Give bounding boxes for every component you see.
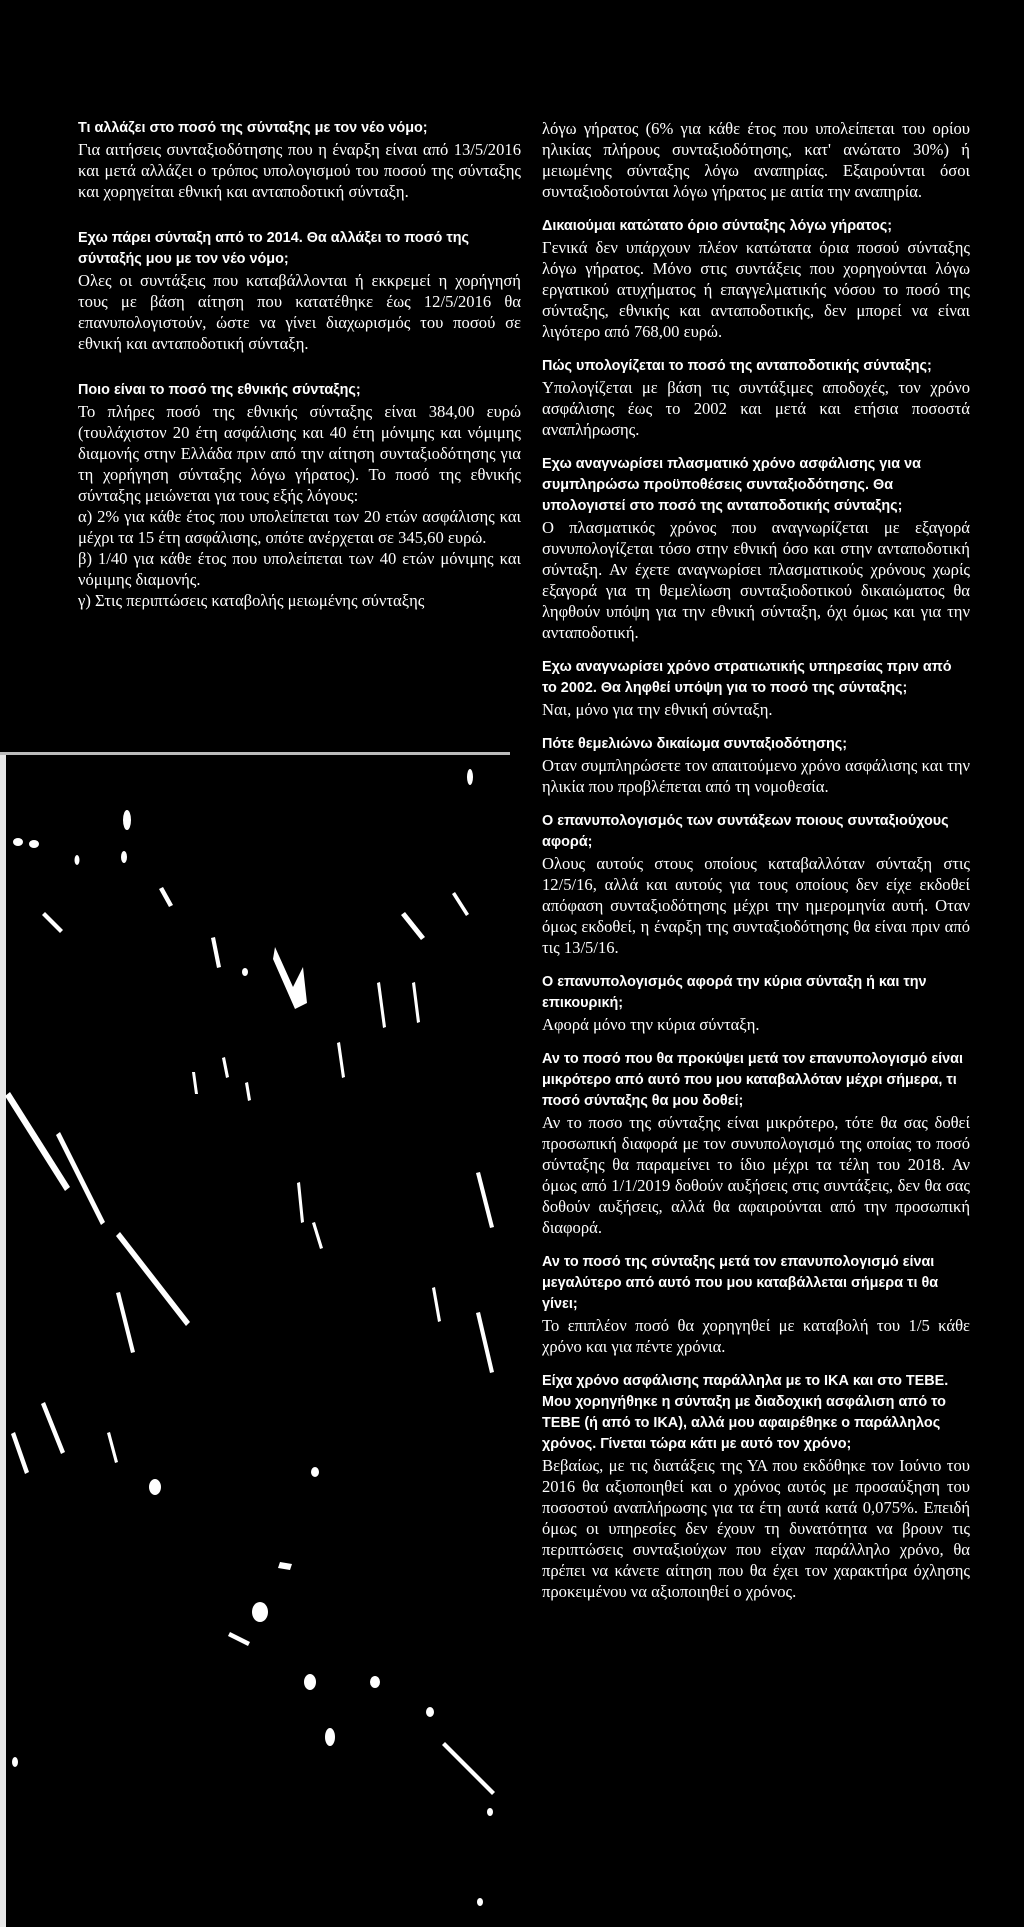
answer-paragraph: Ολους αυτούς στους οποίους καταβαλλόταν σύνταξη στις 12/5/16, αλλά και αυτούς για τους οποίους δεν είχε εκδοθεί απόφαση συνταξιοδότησης μέχρι την ημερομηνία αυτή. Οταν όμως εκδοθεί, η έναρξη της συνταξιοδότησης θα είναι πριν από τις 13/5/16. (542, 854, 970, 957)
list-item: γ) Στις περιπτώσεις καταβολής μειωμένης σύνταξης (78, 591, 425, 610)
question-heading: Αν το ποσό που θα προκύψει μετά τον επανυπολογισμό είναι μικρότερο από αυτό που μου καταβαλλόταν μέχρι σήμερα, τι ποσό σύνταξης θα μου δοθεί; (542, 1051, 964, 1109)
question-heading: Ποιο είναι το ποσό της εθνικής σύνταξης; (78, 382, 361, 398)
question-heading: Τι αλλάζει στο ποσό της σύνταξης με τον νέο νόμο; (78, 120, 428, 136)
question-heading: Εχω αναγνωρίσει πλασματικό χρόνο ασφάλισης για να συμπληρώσω προϋποθέσεις συνταξιοδότησης. Θα υπολογιστεί στο ποσό της ανταποδοτικής σύνταξης; (542, 456, 921, 514)
list-item: β) 1/40 για κάθε έτος που υπολείπεται των 40 ετών μόνιμης και νόμιμης διαμονής. (78, 549, 521, 589)
question-heading: Ο επανυπολογισμός αφορά την κύρια σύνταξη ή και την επικουρική; (542, 974, 927, 1011)
question-heading: Εχω αναγνωρίσει χρόνο στρατιωτικής υπηρεσίας πριν από το 2002. Θα ληφθεί υπόψη για το ποσό της σύνταξης; (542, 659, 952, 696)
question-heading: Δικαιούμαι κατώτατο όριο σύνταξης λόγω γήρατος; (542, 218, 893, 234)
question-heading: Ο επανυπολογισμός των συντάξεων ποιους συνταξιούχους αφορά; (542, 813, 949, 850)
answer-paragraph: Αφορά μόνο την κύρια σύνταξη. (542, 1015, 760, 1034)
list-item: α) 2% για κάθε έτος που υπολείπεται των 20 ετών ασφάλισης και μέχρι τα 15 έτη ασφάλισης, οπότε ανέρχεται σε 345,60 ευρώ. (78, 507, 521, 547)
answer-paragraph: Υπολογίζεται με βάση τις συντάξιμες αποδοχές, τον χρόνο ασφάλισης έως το 2002 και μετά και ετήσια ποσοστά αναπλήρωσης. (542, 378, 970, 439)
answer-paragraph: Βεβαίως, με τις διατάξεις της ΥΑ που εκδόθηκε τον Ιούνιο του 2016 θα αξιοποιηθεί και ο χρόνος αυτός με προσαύξηση του ποσοστού αναπλήρωσης για τα έτη αυτά κατά 0,075%. Επειδή όμως οι υπηρεσίες δεν έχουν τη δυνατότητα να βρουν τις περιπτώσεις συνταξιούχων που είχαν παράλληλο χρόνο, θα πρέπει να κάνετε αίτηση που θα έχει τον χαρακτήρα όχλησης προκειμένου να αξιοποιηθεί ο χρόνος. (542, 1456, 970, 1601)
answer-paragraph: Αν το ποσο της σύνταξης είναι μικρότερο, τότε θα σας δοθεί προσωπική διαφορά με τον συνυπολογισμό της οποίας το ποσό σύνταξης θα παραμείνει το ίδιο μέχρι τα τέλη του 2018. Αν όμως από 1/1/2019 δοθούν αυξήσεις στις συντάξεις, δεν θα σας δοθούν αυξήσεις, αλλά θα αφαιρούνται από την προσωπική διαφορά. (542, 1113, 970, 1237)
answer-paragraph: Ολες οι συντάξεις που καταβάλλονται ή εκκρεμεί η χορήγησή τους με βάση αίτηση που κατατέθηκε έως 12/5/2016 θα επανυπολογιστούν, ώστε να γίνει διαχωρισμός του ποσού σε εθνική και ανταποδοτική σύνταξη. (78, 271, 521, 353)
question-heading: Είχα χρόνο ασφάλισης παράλληλα με το ΙΚΑ και στο ΤΕΒΕ. Μου χορηγήθηκε η σύνταξη με διαδοχική ασφάλιση από το ΤΕΒΕ (ή από το ΙΚΑ), αλλά μου αφαιρέθηκε ο παράλληλος χρόνος. Γίνεται τώρα κάτι με αυτό τον χρόνο; (542, 1373, 949, 1452)
question-heading: Αν το ποσό της σύνταξης μετά τον επανυπολογισμό είναι μεγαλύτερο από αυτό που μου καταβάλλεται σήμερα τι θα γίνει; (542, 1254, 939, 1312)
right-column (542, 118, 970, 1602)
question-heading: Πώς υπολογίζεται το ποσό της ανταποδοτικής σύνταξης; (542, 358, 932, 374)
answer-paragraph: Για αιτήσεις συνταξιοδότησης που η έναρξη είναι από 13/5/2016 και μετά αλλάζει ο τρόπος υπολογισμού του ποσού της σύνταξης και χορηγείται εθνική και ανταποδοτική σύνταξη. (78, 140, 521, 201)
continuation-paragraph: λόγω γήρατος (6% για κάθε έτος που υπολείπεται του ορίου ηλικίας πλήρους συνταξιοδότησης, κατ' ανώτατο 30%) ή μειωμένης σύνταξης λόγω αναπηρίας. Εξαιρούνται όσοι συνταξιοδοτούνται λόγω γήρατος με αιτία την αναπηρία. (542, 119, 970, 201)
answer-paragraph: Το πλήρες ποσό της εθνικής σύνταξης είναι 384,00 ευρώ (τουλάχιστον 20 έτη ασφάλισης και 40 έτη μόνιμης και νόμιμης διαμονής στην Ελλάδα πριν από την αίτηση συνταξιοδότησης για τη χορήγηση σύνταξης λόγω γήρατος). Το ποσό της εθνικής σύνταξης μειώνεται για τους εξής λόγους: (78, 402, 521, 505)
photo-image (0, 752, 510, 1927)
answer-paragraph: Οταν συμπληρώσετε τον απαιτούμενο χρόνο ασφάλισης και την ηλικία που προβλέπεται από τη νομοθεσία. (542, 756, 970, 796)
answer-paragraph: Ο πλασματικός χρόνος που αναγνωρίζεται με εξαγορά συνυπολογίζεται τόσο στην εθνική όσο και στην ανταποδοτική σύνταξη. Αν έχετε αναγνωρίσει πλασματικούς χρόνους χωρίς εξαγορά για τη θεμελίωση συνταξιοδοτικού δικαιώματος θα ληφθούν υπόψη για την εθνική σύνταξη, όχι όμως και για την ανταποδοτική. (542, 518, 970, 642)
left-column (78, 118, 521, 611)
question-heading: Εχω πάρει σύνταξη από το 2014. Θα αλλάξει το ποσό της σύνταξής μου με τον νέο νόμο; (78, 230, 470, 267)
photo-silhouette-icon (0, 752, 510, 1927)
answer-paragraph: Ναι, μόνο για την εθνική σύνταξη. (542, 700, 773, 719)
question-heading: Πότε θεμελιώνω δικαίωμα συνταξιοδότησης; (542, 736, 848, 752)
answer-paragraph: Γενικά δεν υπάρχουν πλέον κατώτατα όρια ποσού σύνταξης λόγω γήρατος. Μόνο στις συντάξεις που χορηγούνται λόγω εργατικού ατυχήματος ή επαγγελματικής νόσου το ποσό της σύνταξης, εθνικής και ανταποδοτικής, δεν μπορεί να είναι λιγότερο από 768,00 ευρώ. (542, 238, 970, 341)
answer-paragraph: Το επιπλέον ποσό θα χορηγηθεί με καταβολή του 1/5 κάθε χρόνο και για πέντε χρόνια. (542, 1316, 970, 1356)
